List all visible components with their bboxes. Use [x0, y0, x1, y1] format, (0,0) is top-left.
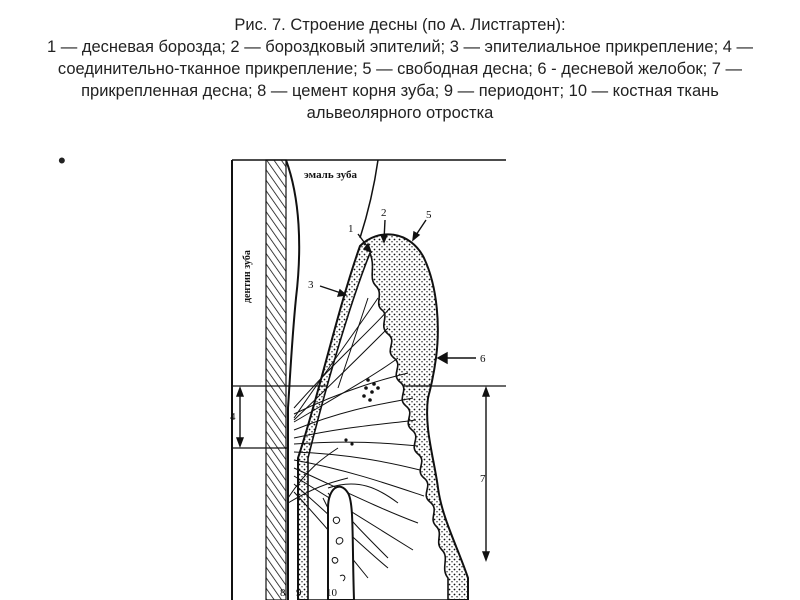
caption-legend: 1 — десневая борозда; 2 — бороздковый эпителий; 3 — эпителиальное прикрепление; 4 — соединительно-тканное прикрепление; 5 — свободная десна; 6 - десневой желобок; 7 — прикрепленная десна; 8 — цемент корня зуба; 9 — периодонт; 10 — костная ткань альвеолярного отростка [47, 38, 753, 122]
bracket-4 [237, 388, 243, 446]
label-3: 3 [308, 279, 314, 291]
label-6: 6 [480, 353, 486, 365]
enamel-outer-curve [360, 160, 378, 238]
figure-caption [40, 14, 760, 124]
label-2: 2 [381, 207, 387, 219]
label-7: 7 [480, 473, 486, 485]
gum-structure-diagram [228, 158, 506, 600]
label-5: 5 [426, 209, 432, 221]
label-dentin: дентин зуба [242, 250, 253, 303]
dentin-hatched-area [266, 160, 286, 600]
label-10: 10 [326, 587, 337, 599]
label-enamel: эмаль зуба [304, 169, 357, 181]
label-9: 9 [296, 587, 302, 599]
label-1: 1 [348, 223, 354, 235]
label-8: 8 [280, 587, 286, 599]
caption-title: Рис. 7. Строение десны (по А. Листгартен): [234, 16, 566, 34]
bullet-point: • [58, 148, 66, 173]
label-4: 4 [230, 411, 236, 423]
